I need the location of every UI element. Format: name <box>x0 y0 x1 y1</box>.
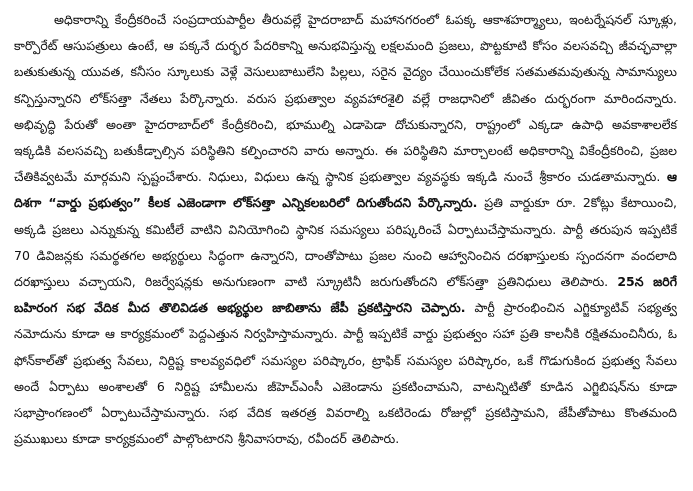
article-paragraph <box>14 7 677 452</box>
article-text-closing: పార్టీ ప్రారంభించిన ఎగ్జిక్యూటివ్ సభ్యత్వ నమోదును కూడా ఆ కార్యక్రమంలో పెద్దఎత్తున నిర్వహిస్తామన్నారు. పార్టీ ఇప్పటికే వార్డు ప్రభుత్వం సహా ప్రతి కాలనీకి రక్షితమంచినీరు, ఓ ఫోన్‌కాల్‌తో ప్రభుత్వ సేవలు, నిర్దిష్ట కాలవ్యవధిలో సమస్యల పరిష్కారం, ట్రాఫిక్ సమస్యల పరిష్కారం, ఒకే గొడుగుకింద ప్రభుత్వ సేవలు అందే ఏర్పాటు అంశాలతో 6 నిర్దిష్ట హామీలను జీహెచ్‌ఎంసీ ఎజెండాను ప్రకటించామని, వాటన్నిటితో కూడిన ఎగ్జిబిషన్‌ను కూడా సభాప్రాంగణంలో ఏర్పాటుచేస్తామన్నారు. సభ వేదిక ఇతరత్ర వివరాల్ని ఒకటిరెండు రోజుల్లో ప్రకటిస్తామని, జేపీతోపాటు కొంతమంది ప్రముఖులు కూడా కార్యక్రమంలో పాల్గొంటారని శ్రీనివాసరావు, రవీందర్ తెలిపారు. <box>14 300 677 447</box>
article-text-candidates: ప్రతి వార్డుకూ రూ. 2కోట్లు కేటాయించి, అక్కడి ప్రజలు ఎన్నుకున్న కమిటీలే వాటిని వినియోగించి స్థానిక సమస్యలు పరిష్కరించే ఏర్పాటుచేస్తామన్నారు. పార్టీ తరుపున ఇప్పటికే 70 డివిజన్లకు సమర్థతగల అభ్యర్థులు సిద్ధంగా ఉన్నారని, దాంతోపాటు ప్రజల నుంచి ఆహ్వానించిన దరఖాస్తులకు స్పందనగా వందలాది దరఖాస్తులు వచ్చాయని, రిజర్వేషన్లకు అనుగుణంగా వాటి స్క్రూటినీ జరుగుతోందని లోక్‌సత్తా ప్రతినిధులు తెలిపారు. <box>14 195 677 290</box>
article-text-meeting-announcement: 25న జరిగే బహిరంగ సభ వేదిక మీద తొలివిడత అభ్యర్థుల జాబితాను జేపీ ప్రకటిస్తారని చెప్పారు. <box>14 274 677 316</box>
article-text-ward-government: ఆ దిశగా “వార్డు ప్రభుత్వం” కీలక ఎజెండాగా లోక్‌సత్తా ఎన్నికలబరిలో దిగుతోందని పేర్కొన్నారు. <box>14 169 677 211</box>
article-text-intro: అధికారాన్ని కేంద్రీకరించే సంప్రదాయపార్టీల తీరువల్లే హైదరాబాద్ మహానగరంలో ఓపక్క ఆకాశహర్మ్యాలు, ఇంటర్నేషనల్ స్కూళ్లు, కార్పొరేట్ ఆసుపత్రులు ఉంటే, ఆ పక్కనే దుర్భర పేదరికాన్ని అనుభవిస్తున్న లక్షలమంది ప్రజలు, పొట్టకూటి కోసం వలసవచ్చి జీవచ్ఛవాల్లా బతుకుతున్న యువత, కనీసం స్కూలుకు వెళ్లే వెసులుబాటులేని పిల్లలు, సరైన వైద్యం చేయించుకోలేక సతమతమవుతున్న సామాన్యులు కన్పిస్తున్నారని లోక్‌సత్తా నేతలు పేర్కొన్నారు. వరుస ప్రభుత్వాల వ్యవహారశైలి వల్లే రాజధానిలో జీవితం దుర్భరంగా మారిందన్నారు. అభివృద్ధి పేరుతో అంతా హైదరాబాద్‌లో కేంద్రీకరించి, భూముల్ని ఎడాపెడా దోచుకున్నారని, రాష్ట్రంలో ఎక్కడా ఉపాధి అవకాశాలలేక ఇక్కడికి వలసవచ్చి బతుకీడ్చాల్సిన పరిస్థితిని కల్పించారని వారు అన్నారు. ఈ పరిస్థితిని మార్చాలంటే అధికారాన్ని వికేంద్రీకరించి, ప్రజల చేతికివ్వటమే మార్గమని స్పష్టంచేశారు. నిధులు, విధులు ఉన్న స్థానిక ప్రభుత్వాల వ్యవస్థకు ఇక్కడి నుంచే శ్రీకారం చుడతామన్నారు. <box>14 12 677 185</box>
